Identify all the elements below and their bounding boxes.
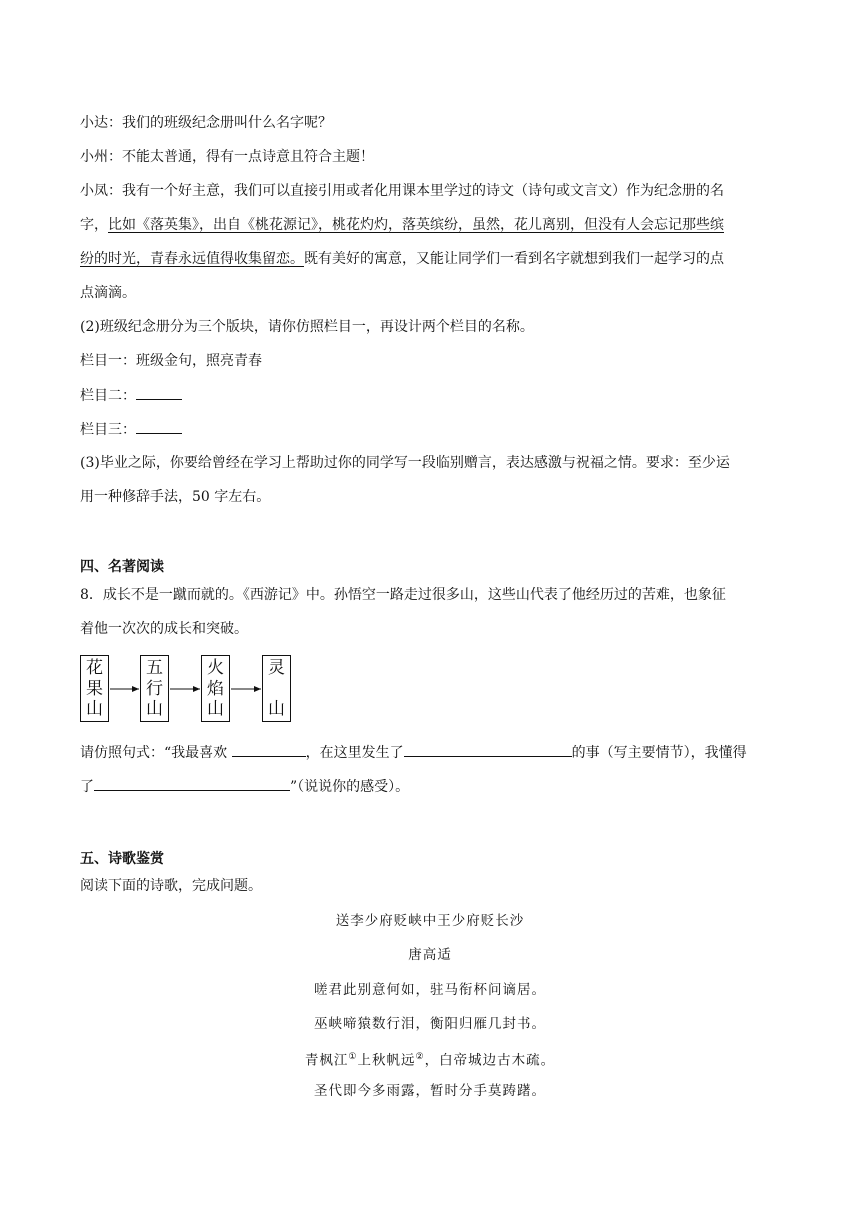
dialogue-line-xiaofeng: 小凤：我有一个好主意，我们可以直接引用或者化用课本里学过的诗文（诗句或文言文）作为纪念册的名: [80, 183, 724, 199]
mountain-box-huoyan: [201, 655, 230, 722]
section-5-heading: 五、诗歌鉴赏: [80, 851, 164, 867]
question-8-line-2: 着他一次次的成长和突破。: [80, 621, 248, 637]
column-3-label: 栏目三：: [80, 422, 136, 438]
column-1: 栏目一：班级金句，照亮青春: [80, 353, 262, 369]
dialogue-line-xiaofeng-3: [80, 249, 724, 269]
box-char: 山: [86, 699, 103, 719]
text: ，白帝城边古木疏。: [424, 1052, 556, 1069]
feeling-blank[interactable]: [94, 776, 290, 791]
text: 既有美好的寓意，又能让同学们一看到名字就想到我们一起学习的点: [304, 251, 724, 267]
column-2-label: 栏目二：: [80, 388, 136, 404]
imitate-sentence-line-2: [80, 776, 409, 797]
text: 了: [80, 779, 94, 795]
poem-author: 唐高适: [408, 947, 452, 963]
favorite-mountain-blank[interactable]: [232, 742, 306, 757]
section-4-heading: 四、名著阅读: [80, 559, 164, 575]
question-3-line-2: 用一种修辞手法，50 字左右。: [80, 489, 271, 505]
question-2-prompt: (2)班级纪念册分为三个版块，请你仿照栏目一，再设计两个栏目的名称。: [80, 319, 534, 335]
dialogue-line-xiaoda: 小达：我们的班级纪念册叫什么名字呢？: [80, 115, 332, 131]
box-char: 果: [86, 678, 103, 699]
box-char: 行: [146, 678, 163, 699]
dialogue-line-xiaozhou: 小州：不能太普通，得有一点诗意且符合主题！: [80, 149, 374, 165]
dialogue-line-xiaofeng-4: 点滴滴。: [80, 285, 136, 301]
box-char: 花: [86, 658, 103, 678]
box-char: 焰: [207, 678, 224, 699]
box-char: 山: [268, 699, 285, 719]
box-char: 五: [146, 658, 163, 678]
box-char: 火: [207, 658, 224, 678]
text: 请仿照句式：“我最喜欢: [80, 745, 232, 761]
imitate-sentence-line-1: [80, 742, 747, 763]
poem-line-2: 巫峡啼猿数行泪，衡阳归雁几封书。: [314, 1016, 546, 1032]
column-2: [80, 385, 182, 406]
column-3-answer-blank[interactable]: [136, 419, 182, 434]
underlined-example-end: 纷的时光，青春永远值得收集留恋。: [80, 251, 304, 267]
text: ，在这里发生了: [305, 745, 404, 761]
plot-blank[interactable]: [404, 742, 572, 757]
mountain-box-wuxing: [140, 655, 169, 722]
text: 上秋帆远: [357, 1052, 416, 1069]
text: ”（说说你的感受）。: [290, 779, 410, 795]
column-2-answer-blank[interactable]: [136, 385, 182, 400]
dialogue-line-xiaofeng-2: [80, 215, 724, 235]
text: 字，: [80, 217, 108, 233]
underlined-example: 比如《落英集》，出自《桃花源记》，桃花灼灼，落英缤纷，虽然，花儿离别，但没有人会忘记那些缤: [108, 217, 724, 233]
footnote-marker: ②: [415, 1052, 425, 1062]
poem-line-1: 嗟君此别意何如，驻马衔杯问谪居。: [314, 982, 546, 998]
text: 的事（写主要情节），我懂得: [571, 745, 747, 761]
question-3-line-1: (3)毕业之际，你要给曾经在学习上帮助过你的同学写一段临别赠言，表达感激与祝福之情。要求：至少运: [80, 455, 730, 471]
poem-line-3: [0, 1047, 860, 1071]
box-char: 山: [207, 699, 224, 719]
box-char: 灵: [268, 658, 285, 678]
section-5-intro: 阅读下面的诗歌，完成问题。: [80, 878, 262, 894]
footnote-marker: ①: [348, 1052, 358, 1062]
poem-title: 送李少府贬峡中王少府贬长沙: [335, 913, 525, 929]
box-char: 山: [146, 699, 163, 719]
column-3: [80, 419, 182, 440]
text: 青枫江: [304, 1052, 349, 1069]
mountain-box-huaguo: [80, 655, 109, 722]
poem-line-4: 圣代即今多雨露，暂时分手莫踌躇。: [314, 1083, 546, 1099]
mountain-box-ling: [262, 655, 291, 722]
question-8-line-1: 8．成长不是一蹴而就的。《西游记》中。孙悟空一路走过很多山，这些山代表了他经历过的苦难，也象征: [80, 587, 726, 603]
